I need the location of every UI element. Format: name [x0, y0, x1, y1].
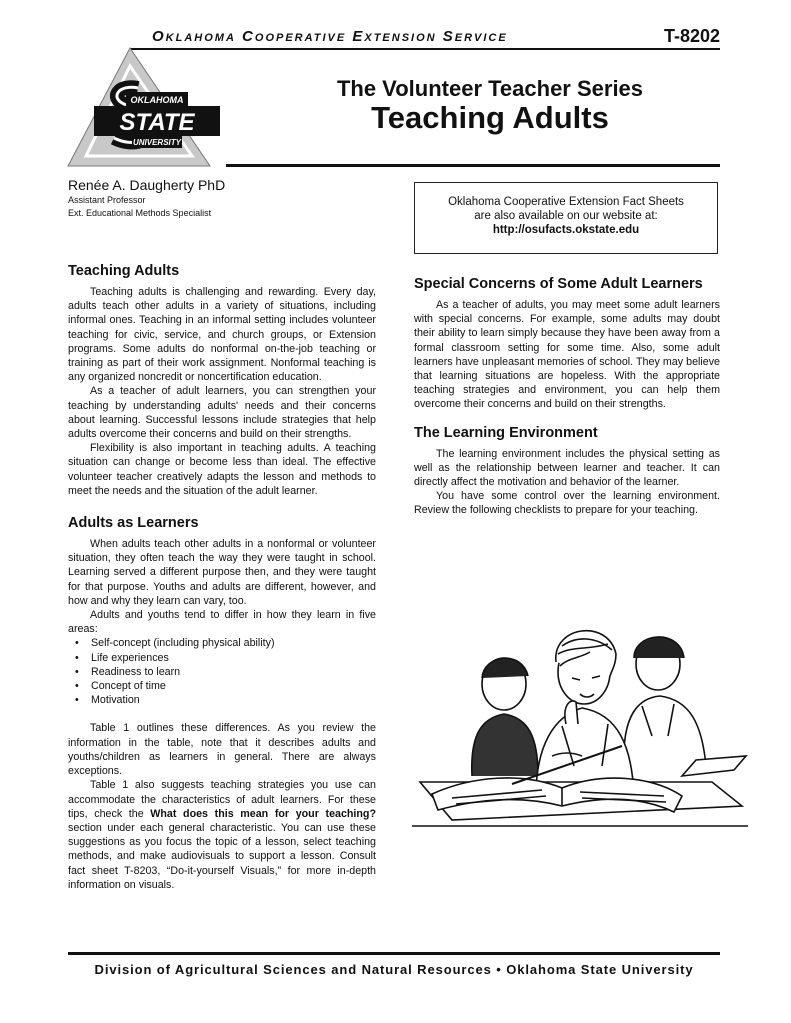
author-role: Assistant Professor: [68, 195, 146, 205]
heading-learning-environment: The Learning Environment: [414, 424, 598, 441]
logo-state-text: STATE: [119, 109, 195, 136]
environment-paragraph-2: You have some control over the learning environment. Review the following checklists to prepare for your teaching.: [414, 490, 720, 517]
list-item: • Concept of time: [68, 679, 376, 693]
title-rule: [226, 164, 720, 167]
learners-p4-text: Table 1 also suggests teaching strategies you use can accommodate the characteristics of adult learners. For these tips, check the: [68, 779, 376, 820]
fact-sheet-notice: [414, 182, 718, 254]
learners-p4-continued: section under each general characteristic. You can use these suggestions as you focus the topic of a lesson, select teaching methods, and make audiovisuals to support a lesson. Consult fact sheet T-8203, “Do-it-yourself Visuals,” for more in-depth information on visuals.: [68, 821, 376, 891]
author-title: Ext. Educational Methods Specialist: [68, 208, 212, 218]
learners-paragraph-4: [68, 778, 376, 892]
teaching-tip-reference: What does this mean for your teaching?: [150, 807, 376, 820]
heading-adults-as-learners: Adults as Learners: [68, 515, 199, 532]
footer-text: Division of Agricultural Sciences and Natural Resources • Oklahoma State University: [94, 962, 694, 977]
heading-teaching-adults: Teaching Adults: [68, 263, 180, 279]
teaching-paragraph-3: Flexibility is also important in teaching adults. A teaching situation can change or become less than ideal. The effective volunteer teacher creatively adapts the lesson and methods to meet the needs and the situation of the adult learner.: [68, 442, 376, 497]
list-item: • Motivation: [68, 693, 376, 707]
learners-paragraph-1: When adults teach other adults in a nonformal or volunteer situation, they often teach the way they were taught in school. Learning served a different purpose then, and they were taught for that purpose. Youths and adults are different, however, and how and why they learn can vary, too.: [68, 538, 376, 607]
list-item: • Life experiences: [68, 651, 376, 665]
right-column: [414, 275, 720, 518]
series-title: The Volunteer Teacher Series: [336, 76, 644, 101]
heading-special-concerns: Special Concerns of Some Adult Learners: [414, 276, 703, 292]
teaching-paragraph-2: As a teacher of adult learners, you can strengthen your teaching by understanding adults' needs and their concerns about learning. Successful lessons include strategies that help adults overcome their concerns and build on their strengths.: [68, 385, 376, 441]
fact-box-line-1: Oklahoma Cooperative Extension Fact Sheets: [448, 196, 684, 208]
environment-paragraph-1: The learning environment includes the physical setting as well as the relationship between learner and teacher. It can directly affect the motivation and behavior of the learner.: [414, 447, 720, 489]
learners-paragraph-3: Table 1 outlines these differences. As you review the information in the table, note that it describes adults and youths/children as learners in general. There are always exceptions.: [68, 722, 376, 778]
learning-areas-list: [68, 636, 376, 707]
footer-rule: [68, 952, 720, 955]
adult-learners-illustration: [412, 606, 748, 846]
fact-box-line-2: are also available on our website at:: [474, 210, 658, 222]
learners-paragraph-2: Adults and youths tend to differ in how they learn in five areas:: [68, 609, 376, 636]
osu-logo: [66, 46, 226, 172]
left-column: [68, 262, 376, 892]
list-item: • Self-concept (including physical ability): [68, 636, 376, 650]
service-name: Oklahoma Cooperative Extension Service: [152, 28, 508, 45]
list-item: • Readiness to learn: [68, 665, 376, 679]
logo-university-text: UNIVERSITY: [132, 138, 182, 147]
logo-oklahoma-text: OKLAHOMA: [130, 95, 184, 105]
page-title: Teaching Adults: [371, 100, 609, 135]
concerns-paragraph-1: As a teacher of adults, you may meet some adult learners with special concerns. For example, some adults may doubt their ability to learn simply because they have been away from a formal classroom setting for some time. Also, some adult learners have unpleasant memories of school. They may believe that learning situations are hopeless. With the appropriate teaching strategies and environment, you can help them overcome their concerns and build on their strengths.: [414, 299, 720, 411]
author-name: Renée A. Daugherty PhD: [68, 177, 226, 193]
website-link[interactable]: http://osufacts.okstate.edu: [492, 224, 640, 236]
teaching-paragraph-1: Teaching adults is challenging and rewarding. Every day, adults teach other adults in a variety of situations, including informal ones. Teaching in an informal setting includes volunteer teaching for civic, service, and church groups, or Extension programs. Some adults do nonformal on-the-job teaching or training as part of their work assignment. Nonformal teaching is any organized noncredit or noncertification education.: [68, 286, 376, 384]
fact-sheet-code: T-8202: [663, 26, 720, 46]
